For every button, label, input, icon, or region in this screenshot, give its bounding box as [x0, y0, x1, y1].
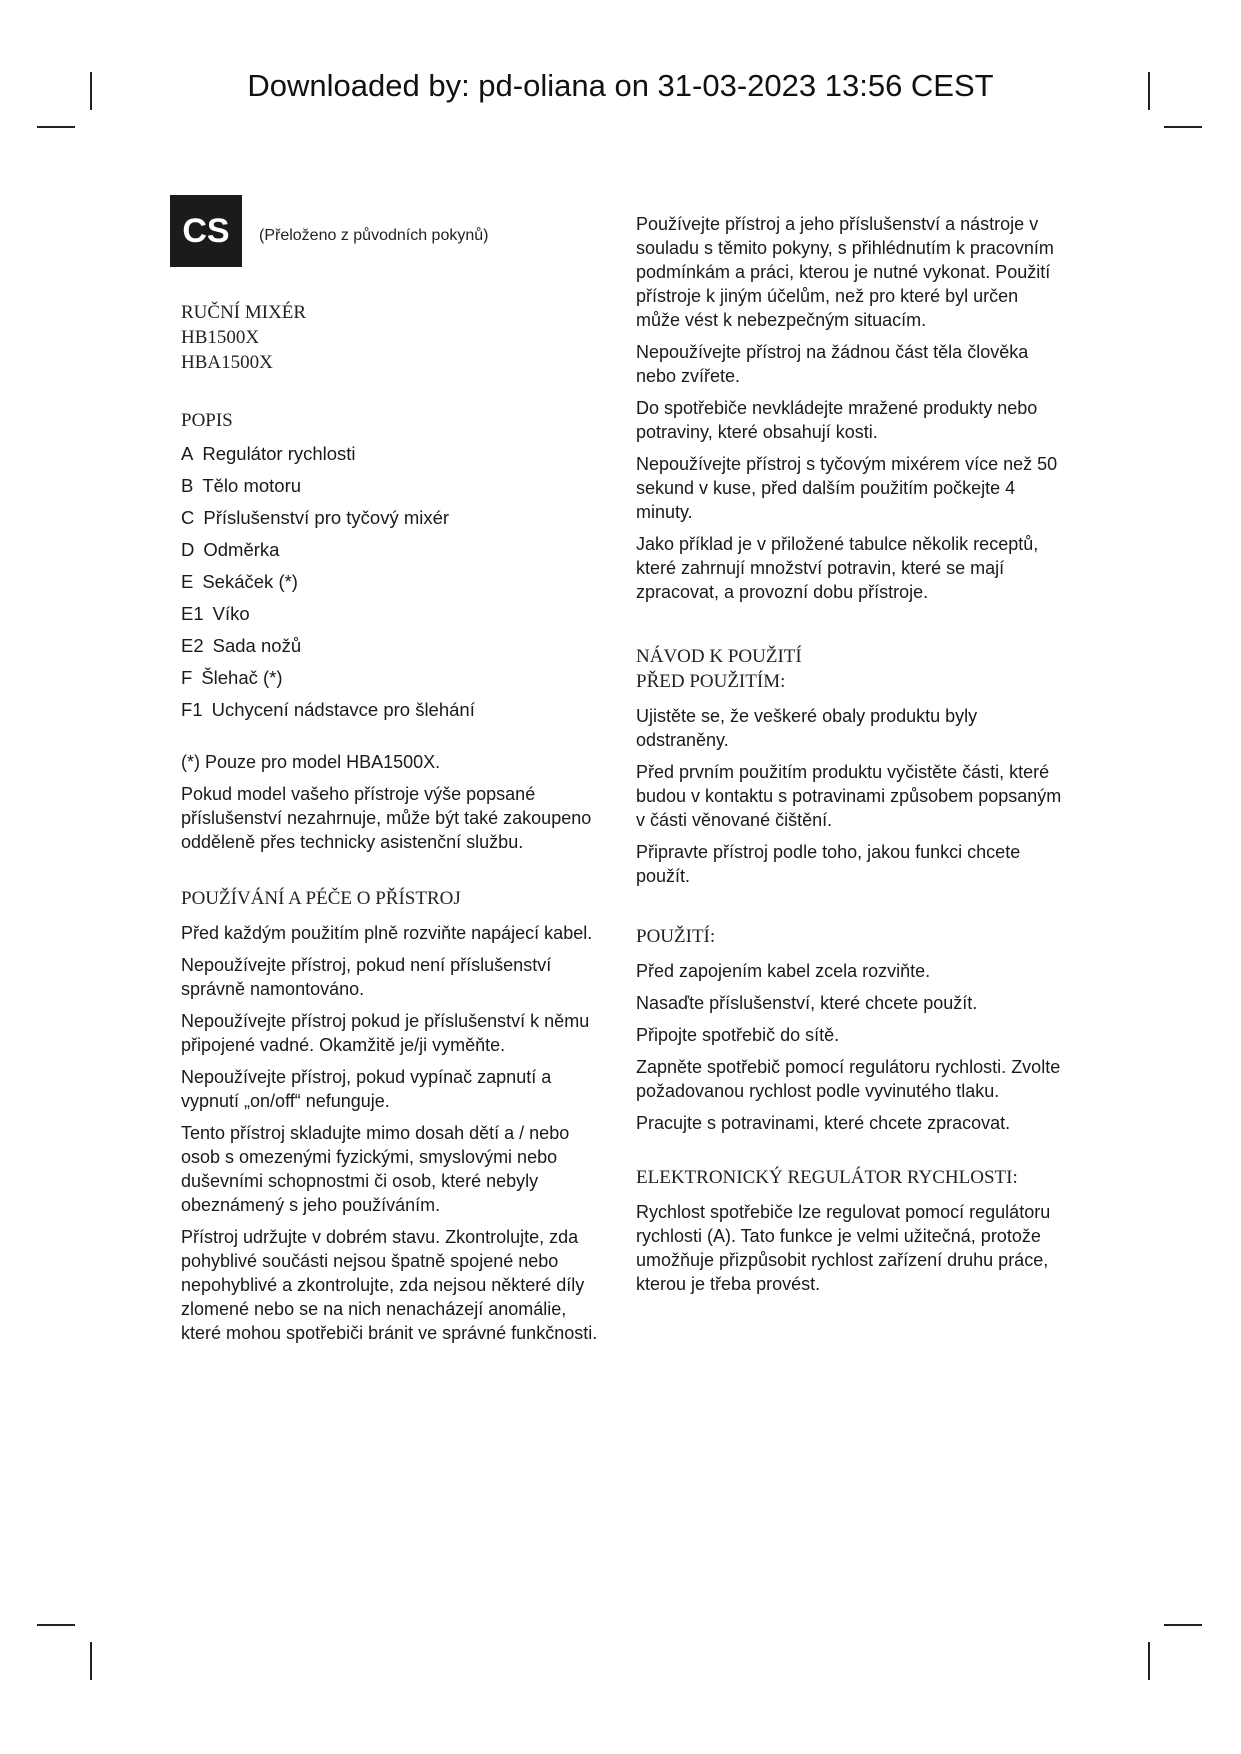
parts-list: [181, 442, 611, 722]
product-model: HBA1500X: [181, 352, 273, 373]
intro-paragraph: Do spotřebiče nevkládejte mražené produkty nebo potraviny, které obsahují kosti.: [636, 398, 1038, 442]
list-item: [181, 474, 611, 498]
item-letter: D: [181, 539, 195, 560]
intro-paragraph: Nepoužívejte přístroj s tyčovým mixérem více než 50 sekund v kuse, před dalším použitím počkejte 4 minuty.: [636, 454, 1058, 522]
model-note: (*) Pouze pro model HBA1500X.: [181, 752, 441, 772]
item-letter: C: [181, 507, 195, 528]
instructions-heading: NÁVOD K POUŽITÍ: [636, 646, 802, 667]
list-item: [181, 538, 611, 562]
care-paragraph: Přístroj udržujte v dobrém stavu. Zkontrolujte, zda pohyblivé součásti nejsou špatně spojené nebo nepohyblivé a zkontrolujte, zda nejsou některé díly zlomené nebo se na nich nenacházejí anomálie, které mohou spotřebiči bránit ve správné funkčnosti.: [181, 1227, 598, 1343]
intro-paragraph: Nepoužívejte přístroj na žádnou část těla člověka nebo zvířete.: [636, 342, 1029, 386]
language-badge: CS: [170, 195, 242, 267]
item-text: Tělo motoru: [202, 475, 302, 496]
care-paragraph: Tento přístroj skladujte mimo dosah dětí a / nebo osob s omezenými fyzickými, smyslovými nebo duševními schopnostmi či osob, které nebyly obeznámený s jeho používáním.: [181, 1123, 570, 1215]
usage-paragraph: Zapněte spotřebič pomocí regulátoru rychlosti. Zvolte požadovanou rychlost podle vyvinutého tlaku.: [636, 1057, 1061, 1101]
list-item: [181, 634, 611, 658]
item-letter: A: [181, 443, 194, 464]
usage-paragraph: Nasaďte příslušenství, které chcete použít.: [636, 993, 978, 1013]
usage-heading: POUŽITÍ:: [636, 926, 716, 947]
left-column: [181, 300, 611, 1353]
item-letter: E: [181, 571, 194, 592]
item-letter: E1: [181, 603, 204, 624]
item-text: Příslušenství pro tyčový mixér: [203, 507, 450, 528]
care-paragraph: Před každým použitím plně rozviňte napájecí kabel.: [181, 923, 593, 943]
item-text: Regulátor rychlosti: [202, 443, 356, 464]
crop-mark: [1148, 1642, 1150, 1680]
item-text: Šlehač (*): [201, 667, 283, 688]
usage-paragraph: Před zapojením kabel zcela rozviňte.: [636, 961, 931, 981]
list-item: [181, 506, 611, 530]
speed-paragraph: Rychlost spotřebiče lze regulovat pomocí regulátoru rychlosti (A). Tato funkce je velmi užitečná, protože umožňuje přizpůsobit rychlost zařízení druhu práce, kterou je třeba provést.: [636, 1202, 1051, 1294]
crop-mark: [1164, 126, 1202, 128]
crop-mark: [90, 1642, 92, 1680]
list-item: [181, 570, 611, 594]
instructions-paragraph: Připravte přístroj podle toho, jakou funkci chcete použít.: [636, 842, 1021, 886]
item-text: Odměrka: [203, 539, 280, 560]
crop-mark: [37, 1624, 75, 1626]
speed-heading: ELEKTRONICKÝ REGULÁTOR RYCHLOSTI:: [636, 1167, 1018, 1188]
list-item: [181, 602, 611, 626]
instructions-paragraph: Před prvním použitím produktu vyčistěte části, které budou v kontaktu s potravinami způsobem popsaným v části věnované čištění.: [636, 762, 1062, 830]
usage-paragraph: Pracujte s potravinami, které chcete zpracovat.: [636, 1113, 1011, 1133]
item-letter: E2: [181, 635, 204, 656]
item-text: Víko: [212, 603, 250, 624]
instructions-paragraph: Ujistěte se, že veškeré obaly produktu byly odstraněny.: [636, 706, 978, 750]
crop-mark: [1164, 1624, 1202, 1626]
right-column: [636, 212, 1066, 1304]
item-letter: F: [181, 667, 193, 688]
care-heading: POUŽÍVÁNÍ A PÉČE O PŘÍSTROJ: [181, 888, 461, 909]
product-model: HB1500X: [181, 327, 260, 348]
care-paragraph: Nepoužívejte přístroj pokud je příslušenství k němu připojené vadné. Okamžitě je/ji vyměňte.: [181, 1011, 590, 1055]
list-item: [181, 698, 611, 722]
product-title: RUČNÍ MIXÉR: [181, 302, 307, 323]
care-paragraph: Nepoužívejte přístroj, pokud není příslušenství správně namontováno.: [181, 955, 552, 999]
item-text: Sada nožů: [212, 635, 302, 656]
before-use-heading: PŘED POUŽITÍM:: [636, 671, 786, 692]
item-text: Sekáček (*): [202, 571, 298, 592]
list-item: [181, 442, 611, 466]
translated-note: (Přeloženo z původních pokynů): [259, 227, 489, 244]
item-letter: F1: [181, 699, 203, 720]
intro-paragraph: Jako příklad je v přiložené tabulce několik receptů, které zahrnují množství potravin, které se mají zpracovat, a provozní dobu přístroje.: [636, 534, 1039, 602]
list-item: [181, 666, 611, 690]
intro-paragraph: Používejte přístroj a jeho příslušenství a nástroje v souladu s těmito pokyny, s přihlédnutím k pracovním podmínkám a práci, kterou je nutné vykonat. Použití přístroje k jiným účelům, než pro které byl určen může vést k nebezpečným situacím.: [636, 214, 1054, 330]
item-letter: B: [181, 475, 194, 496]
item-text: Uchycení nádstavce pro šlehání: [211, 699, 475, 720]
download-header: Downloaded by: pd-oliana on 31-03-2023 13:56 CEST: [247, 68, 994, 103]
popis-heading: POPIS: [181, 410, 233, 431]
usage-paragraph: Připojte spotřebič do sítě.: [636, 1025, 840, 1045]
crop-mark: [37, 126, 75, 128]
care-paragraph: Nepoužívejte přístroj, pokud vypínač zapnutí a vypnutí „on/off“ nefunguje.: [181, 1067, 552, 1111]
accessory-note: Pokud model vašeho přístroje výše popsané příslušenství nezahrnuje, může být také zakoupeno odděleně přes technicky asistenční službu.: [181, 784, 592, 852]
